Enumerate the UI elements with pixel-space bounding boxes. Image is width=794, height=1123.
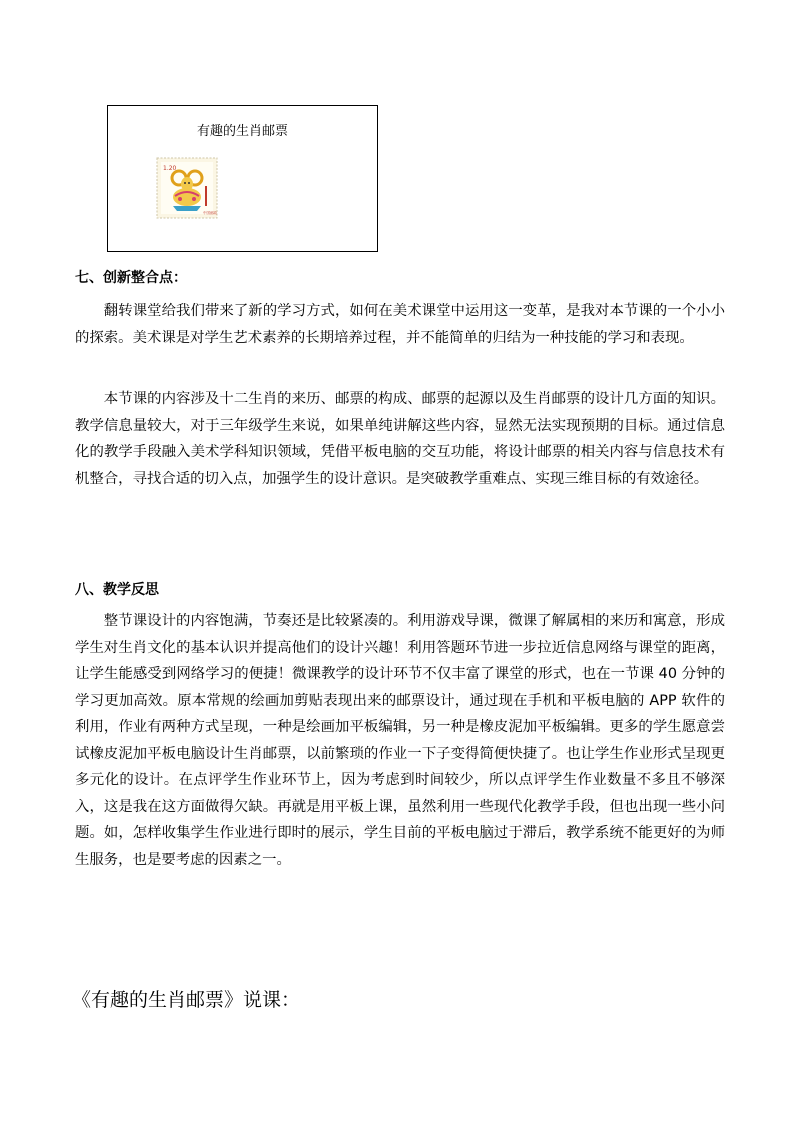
- section8-paragraph-1: 整节课设计的内容饱满，节奏还是比较紧凑的。利用游戏导课，微课了解属相的来历和寓意，形成学生对生肖文化的基本认识并提高他们的设计兴趣！利用答题环节进一步拉近信息网络与课堂的距离，让学生能感受到网络学习的便捷！微课教学的设计环节不仅丰富了课堂的形式，也在一节课 40 分钟的学习更加高效。原本常规的绘画加剪贴表现出来的邮票设计，通过现在手机和平板电脑的 APP 软件的利用，作业有两种方式呈现，一种是绘画加平板编辑，另一种是橡皮泥加平板编辑。更多的学生愿意尝试橡皮泥加平板电脑设计生肖邮票，以前繁琐的作业一下子变得简便快捷了。也让学生作业形式呈现更多元化的设计。在点评学生作业环节上，因为考虑到时间较少，所以点评学生作业数量不多且不够深入，这是我在这方面做得欠缺。再就是用平板上课，虽然利用一些现代化教学手段，但也出现一些小问题。如，怎样收集学生作业进行即时的展示，学生目前的平板电脑过于滞后，教学系统不能更好的为师生服务，也是要考虑的因素之一。: [75, 613, 725, 868]
- section7-paragraph-1: 翻转课堂给我们带来了新的学习方式，如何在美术课堂中运用这一变革，是我对本节课的一个小小的探索。美术课是对学生艺术素养的长期培养过程，并不能简单的归结为一种技能的学习和表现。: [75, 303, 725, 346]
- section8-heading: 八、教学反思: [75, 582, 159, 598]
- stamp-country: 中国邮政: [203, 211, 217, 215]
- sheep-stamp-icon: [155, 156, 219, 220]
- section7-paragraph-2: 本节课的内容涉及十二生肖的来历、邮票的构成、邮票的起源以及生肖邮票的设计几方面的知识。教学信息量较大，对于三年级学生来说，如果单纯讲解这些内容，显然无法实现预期的目标。通过信息化的教学手段融入美术学科知识领域，凭借平板电脑的交互功能，将设计邮票的相关内容与信息技术有机整合，寻找合适的切入点，加强学生的设计意识。是突破教学重难点、实现三维目标的有效途径。: [75, 391, 725, 487]
- figure-caption: 有趣的生肖邮票: [196, 124, 288, 139]
- document-subtitle: 《有趣的生肖邮票》说课：: [72, 989, 301, 1011]
- figure-frame: [107, 105, 378, 252]
- section7-heading: 七、创新整合点：: [75, 270, 187, 286]
- stamp-denomination: 1.20: [163, 165, 177, 172]
